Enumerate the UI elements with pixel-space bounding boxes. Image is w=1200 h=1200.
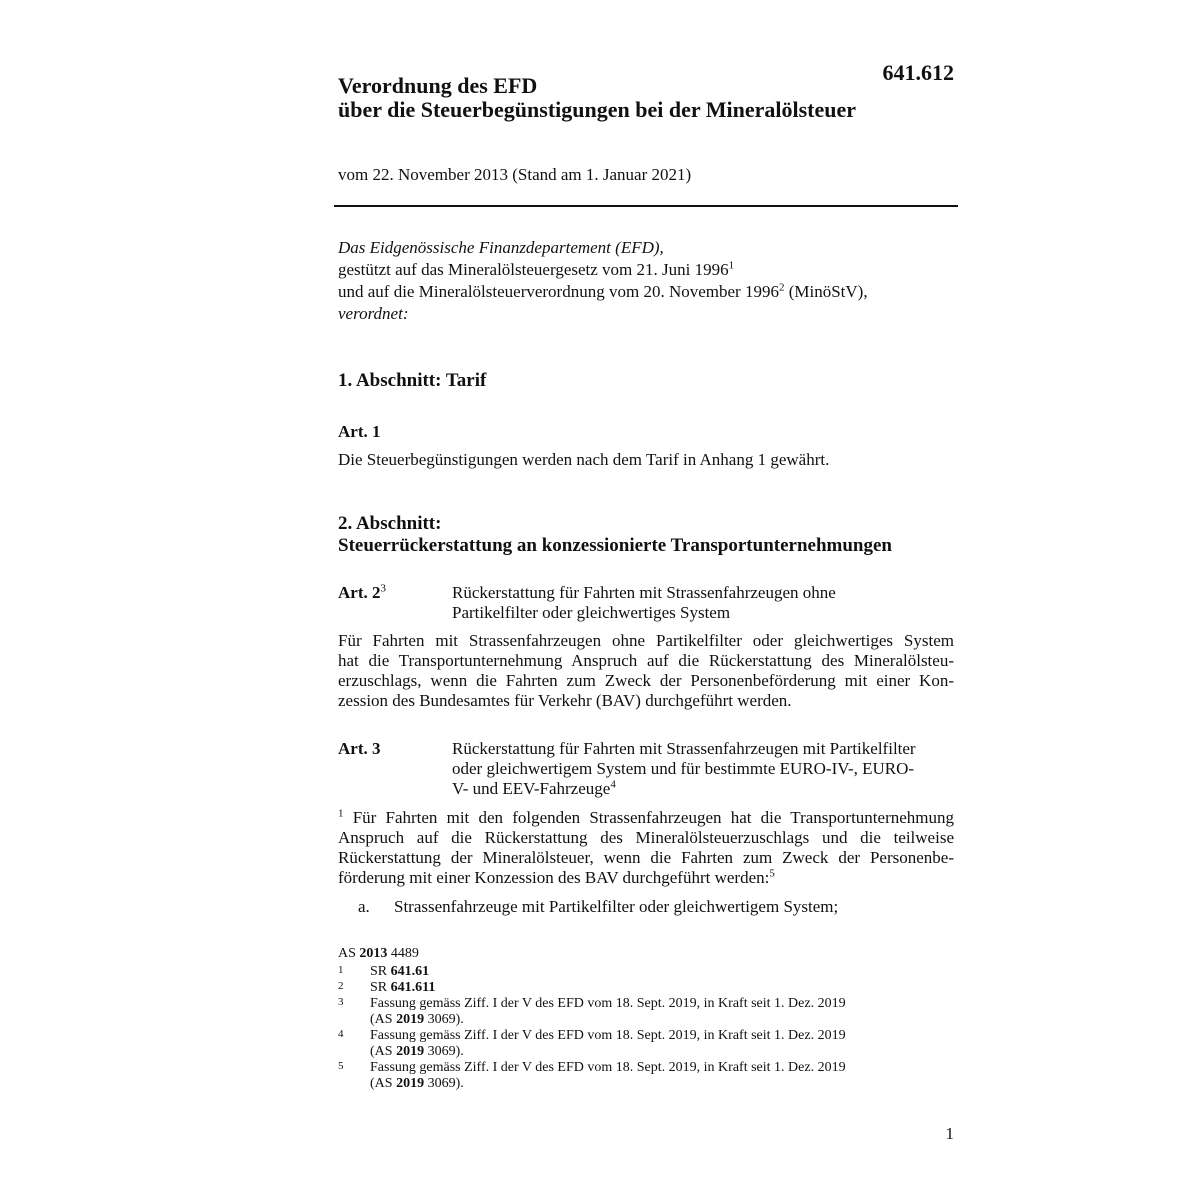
art-1-text-line: Die Steuerbegünstigungen werden nach dem Tarif in Anhang 1 gewährt. <box>338 450 830 469</box>
footnote-3 <box>338 996 958 1028</box>
art-3-title-line-3-text: V- und EEV-Fahrzeuge <box>452 779 611 798</box>
footnote-2 <box>338 980 958 996</box>
footnote-4 <box>338 1028 958 1060</box>
footnote-prefix: SR <box>370 980 391 995</box>
document-title <box>338 74 958 122</box>
footnote-source-page: 4489 <box>387 946 419 961</box>
art-2-title-line-1: Rückerstattung für Fahrten mit Strassenfahrzeugen ohne <box>452 583 836 602</box>
page-number: 1 <box>945 1124 954 1143</box>
preamble-basis-2-suffix: (MinöStV), <box>784 282 868 301</box>
art-3-title-line-1: Rückerstattung für Fahrten mit Strassenfahrzeugen mit Partikelfilter <box>452 739 916 758</box>
art-2-text <box>338 631 954 711</box>
footnote-number: 5 <box>338 1060 344 1072</box>
art-3-para-line-text: förderung mit einer Konzession des BAV durchgeführt werden: <box>338 868 770 887</box>
art-2-text-line: Für Fahrten mit Strassenfahrzeugen ohne Partikelfilter oder gleichwertiges System <box>338 631 954 650</box>
art-2-title <box>452 583 958 623</box>
footnote-ref-2: 2 <box>778 281 785 294</box>
art-2-label-text: Art. 2 <box>338 583 381 602</box>
footnote-as-prefix: (AS <box>370 1012 397 1027</box>
footnote-5 <box>338 1060 958 1092</box>
footnote-as-year: 2019 <box>396 1044 425 1059</box>
preamble-basis-2 <box>338 281 958 303</box>
footnote-sr-number: 641.61 <box>390 964 430 979</box>
footnote-line <box>370 1044 958 1060</box>
list-item-letter: a. <box>358 897 370 916</box>
section-2-heading <box>338 513 958 557</box>
header-divider <box>334 205 958 207</box>
title-line-2: über die Steuerbegünstigungen bei der Mineralölsteuer <box>338 97 857 122</box>
art-2-title-line-2: Partikelfilter oder gleichwertiges System <box>452 603 731 622</box>
date-line: vom 22. November 2013 (Stand am 1. Januar 2021) <box>338 165 692 184</box>
footnote-source <box>338 946 958 962</box>
art-3-title-line-2: oder gleichwertigem System und für bestimmte EURO-IV-, EURO- <box>452 759 915 778</box>
footnote-1 <box>338 964 958 980</box>
art-3-para-line: Rückerstattung der Mineralölsteuer, wenn die Fahrten zum Zweck der Personenbe- <box>338 848 954 867</box>
footnotes <box>338 946 958 1092</box>
footnote-prefix: SR <box>370 964 391 979</box>
footnote-source-year: 2013 <box>359 946 388 961</box>
footnote-as-page: 3069). <box>424 1076 464 1091</box>
footnote-as-prefix: (AS <box>370 1044 397 1059</box>
footnote-source-prefix: AS <box>338 946 360 961</box>
art-3-title-line-3 <box>452 779 958 799</box>
footnote-ref-4: 4 <box>610 778 616 791</box>
art-3-para-line: Anspruch auf die Rückerstattung des Mineralölsteuerzuschlags und die teilweise <box>338 828 954 847</box>
art-1-text <box>338 450 954 470</box>
title-line-1: Verordnung des EFD <box>338 73 538 98</box>
art-1-label: Art. 1 <box>338 422 381 441</box>
section-2-heading-line-1: 2. Abschnitt: <box>338 513 442 534</box>
sr-number: 641.612 <box>882 60 954 85</box>
footnote-as-year: 2019 <box>396 1076 425 1091</box>
preamble-basis-1-text: gestützt auf das Mineralölsteuergesetz vom 21. Juni 1996 <box>338 260 729 279</box>
paragraph-number: 1 <box>338 807 344 820</box>
footnote-number: 1 <box>338 964 344 976</box>
art-2-text-line: hat die Transportunternehmung Anspruch auf die Rückerstattung des Mineralölsteu- <box>338 651 954 670</box>
art-3-para-line-text: Für Fahrten mit den folgenden Strassenfahrzeugen hat die Transportunternehmung <box>352 808 954 827</box>
footnote-number: 4 <box>338 1028 344 1040</box>
section-2-heading-line-2: Steuerrückerstattung an konzessionierte Transportunternehmungen <box>338 535 892 556</box>
preamble-enactment: verordnet: <box>338 304 409 323</box>
footnote-line <box>370 1076 958 1092</box>
list-item-text: Strassenfahrzeuge mit Partikelfilter oder gleichwertigem System; <box>394 897 839 916</box>
art-2-text-line: erzuschlags, wenn die Fahrten zum Zweck der Personenbeförderung mit einer Kon- <box>338 671 954 690</box>
art-3-title <box>452 739 958 799</box>
footnote-as-year: 2019 <box>396 1012 425 1027</box>
art-2-label <box>338 583 386 603</box>
footnote-line: Fassung gemäss Ziff. I der V des EFD vom 18. Sept. 2019, in Kraft seit 1. Dez. 2019 <box>370 1060 846 1075</box>
footnote-ref-5: 5 <box>769 867 775 880</box>
preamble <box>338 237 958 325</box>
footnote-as-page: 3069). <box>424 1044 464 1059</box>
footnote-ref-3: 3 <box>380 582 386 595</box>
preamble-basis-1 <box>338 259 958 281</box>
art-3-para-line <box>338 868 954 888</box>
art-2-text-line: zession des Bundesamtes für Verkehr (BAV) durchgeführt werden. <box>338 691 792 710</box>
footnote-line: Fassung gemäss Ziff. I der V des EFD vom 18. Sept. 2019, in Kraft seit 1. Dez. 2019 <box>370 1028 846 1043</box>
footnote-ref-1: 1 <box>728 259 735 272</box>
footnote-line <box>370 1012 958 1028</box>
art-3-paragraph-1 <box>338 808 954 888</box>
preamble-issuer: Das Eidgenössische Finanzdepartement (EFD), <box>338 238 664 257</box>
art-3-para-line <box>338 808 954 828</box>
footnote-as-page: 3069). <box>424 1012 464 1027</box>
footnote-number: 2 <box>338 980 344 992</box>
art-3-label: Art. 3 <box>338 739 381 758</box>
footnote-line: Fassung gemäss Ziff. I der V des EFD vom 18. Sept. 2019, in Kraft seit 1. Dez. 2019 <box>370 996 846 1011</box>
footnote-sr-number: 641.611 <box>390 980 436 995</box>
footnote-number: 3 <box>338 996 344 1008</box>
list-item-a <box>358 897 958 917</box>
footnote-as-prefix: (AS <box>370 1076 397 1091</box>
section-1-heading: 1. Abschnitt: Tarif <box>338 370 487 391</box>
preamble-basis-2-text: und auf die Mineralölsteuerverordnung vom 20. November 1996 <box>338 282 779 301</box>
